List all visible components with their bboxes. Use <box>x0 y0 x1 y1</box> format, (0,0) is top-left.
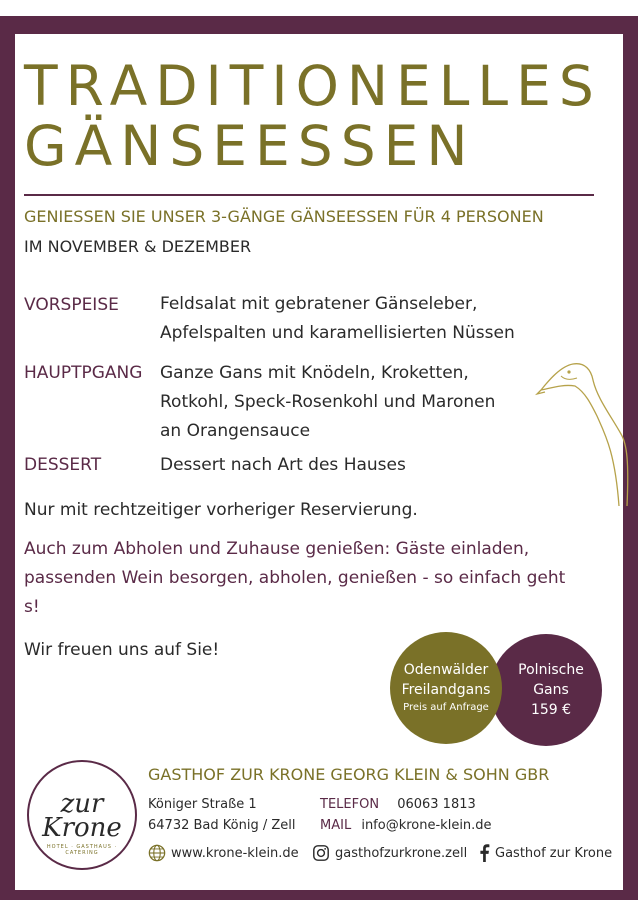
description-line: Ganze Gans mit Knödeln, Kroketten, <box>160 363 469 383</box>
course-dessert-description <box>160 451 560 480</box>
title-divider <box>24 194 594 196</box>
email-address[interactable]: info@krone-klein.de <box>361 818 492 833</box>
company-name: GASTHOF ZUR KRONE GEORG KLEIN & SOHN GBR <box>148 765 550 784</box>
instagram-handle: gasthofzurkrone.zell <box>335 845 468 861</box>
description-line: Apfelspalten und karamellisierten Nüssen <box>160 323 515 343</box>
logo-wordmark <box>29 789 135 843</box>
subtitle-offer: GENIESSEN SIE UNSER 3-GÄNGE GÄNSEESSEN FÜR 4 PERSONEN <box>24 207 544 226</box>
badge-polish-goose <box>490 634 602 746</box>
reservation-note: Nur mit rechtzeitiger vorheriger Reservierung. <box>24 500 418 520</box>
facebook-link[interactable] <box>478 844 612 862</box>
title-line-2: GÄNSEESSEN <box>24 114 476 178</box>
goose-illustration <box>535 358 635 508</box>
border-bottom <box>0 890 638 900</box>
badge-line: Freilandgans <box>401 682 491 698</box>
page-title <box>24 56 624 176</box>
address-city: 64732 Bad König / Zell <box>148 818 296 833</box>
logo-word: zur <box>60 789 104 819</box>
course-main: HAUPTPGANG <box>24 363 143 383</box>
badge-price: Preis auf Anfrage <box>403 702 489 713</box>
badge-odenwaelder-goose <box>390 632 502 744</box>
facebook-icon <box>478 844 490 862</box>
course-starter-description <box>160 290 560 348</box>
phone-number[interactable]: 06063 1813 <box>397 797 476 812</box>
course-starter: VORSPEISE <box>24 295 119 315</box>
logo <box>27 760 137 870</box>
description-line: an Orangensauce <box>160 421 311 441</box>
badge-price: 159 € <box>530 702 572 718</box>
email-label: MAIL <box>320 818 352 833</box>
badge-line: Gans <box>533 682 569 698</box>
border-left <box>0 16 15 900</box>
border-top <box>0 16 638 34</box>
course-dessert: DESSERT <box>24 455 102 475</box>
badge-line: Odenwälder <box>403 662 489 678</box>
facebook-page: Gasthof zur Krone <box>495 845 613 861</box>
website-link[interactable] <box>148 844 299 862</box>
title-line-1: TRADITIONELLES <box>24 54 602 118</box>
logo-word: Krone <box>42 813 122 843</box>
course-main-description <box>160 359 560 446</box>
phone <box>320 797 476 812</box>
description-line: Dessert nach Art des Hauses <box>160 455 406 475</box>
closing-note: Wir freuen uns auf Sie! <box>24 640 220 660</box>
description-line: Rotkohl, Speck-Rosenkohl und Maronen <box>160 392 496 412</box>
instagram-link[interactable] <box>312 844 467 862</box>
badge-line: Polnische <box>518 662 584 678</box>
address-street: Königer Straße 1 <box>148 797 257 812</box>
takeaway-note: Auch zum Abholen und Zuhause genießen: Gäste einladen, passenden Wein besorgen, abholen, genießen - so einfach geht s! <box>24 539 566 617</box>
instagram-icon <box>312 844 330 862</box>
phone-label: TELEFON <box>320 797 380 812</box>
globe-icon <box>148 844 166 862</box>
website-url: www.krone-klein.de <box>171 845 299 861</box>
email <box>320 818 492 833</box>
subtitle-period: IM NOVEMBER & DEZEMBER <box>24 237 252 256</box>
description-line: Feldsalat mit gebratener Gänseleber, <box>160 294 478 314</box>
logo-tagline: HOTEL · GASTHAUS · CATERING <box>46 844 118 856</box>
